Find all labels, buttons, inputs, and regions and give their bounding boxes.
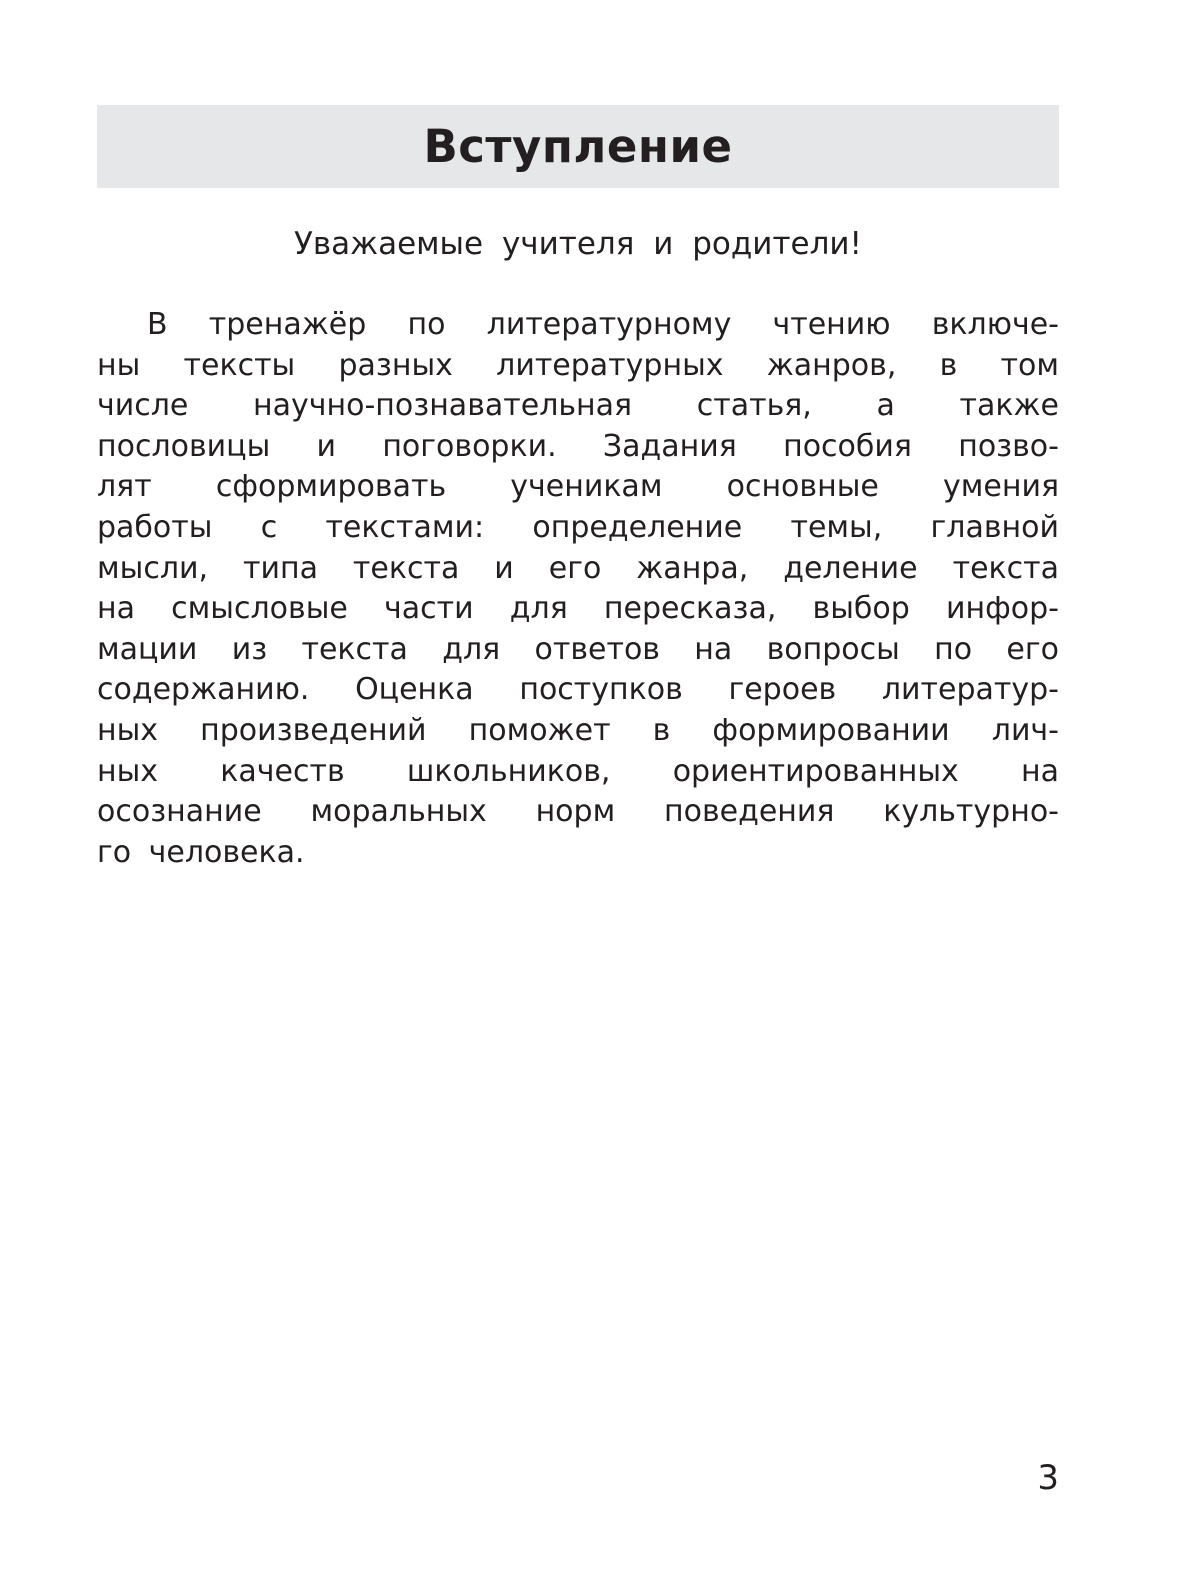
- salutation: Уважаемые учителя и родители!: [294, 226, 862, 262]
- body-line: на смысловые части для пересказа, выбор инфор-: [97, 591, 1059, 627]
- body-line: ных качеств школьников, ориентированных на: [97, 753, 1059, 789]
- page-number: 3: [1037, 1458, 1059, 1498]
- heading-band: [97, 105, 1059, 188]
- body-line: содержанию. Оценка поступков героев литератур-: [97, 672, 1059, 708]
- body-line: ны тексты разных литературных жанров, в том: [97, 347, 1059, 383]
- body-line: лят сформировать ученикам основные умения: [97, 469, 1059, 505]
- body-line: осознание моральных норм поведения культурно-: [97, 794, 1059, 830]
- body-line: работы с текстами: определение темы, главной: [97, 509, 1059, 545]
- page-title: Вступление: [423, 120, 733, 173]
- body-line: числе научно-познавательная статья, а также: [97, 388, 1059, 424]
- body-line: В тренажёр по литературному чтению включе-: [147, 307, 1059, 342]
- body-line: ных произведений поможет в формировании лич-: [97, 712, 1059, 748]
- body-line: мысли, типа текста и его жанра, деление текста: [97, 550, 1059, 586]
- body-paragraph: [97, 305, 1059, 873]
- body-line: пословицы и поговорки. Задания пособия позво-: [97, 428, 1059, 464]
- body-line: го человека.: [97, 834, 305, 870]
- body-line: мации из текста для ответов на вопросы по его: [97, 631, 1059, 667]
